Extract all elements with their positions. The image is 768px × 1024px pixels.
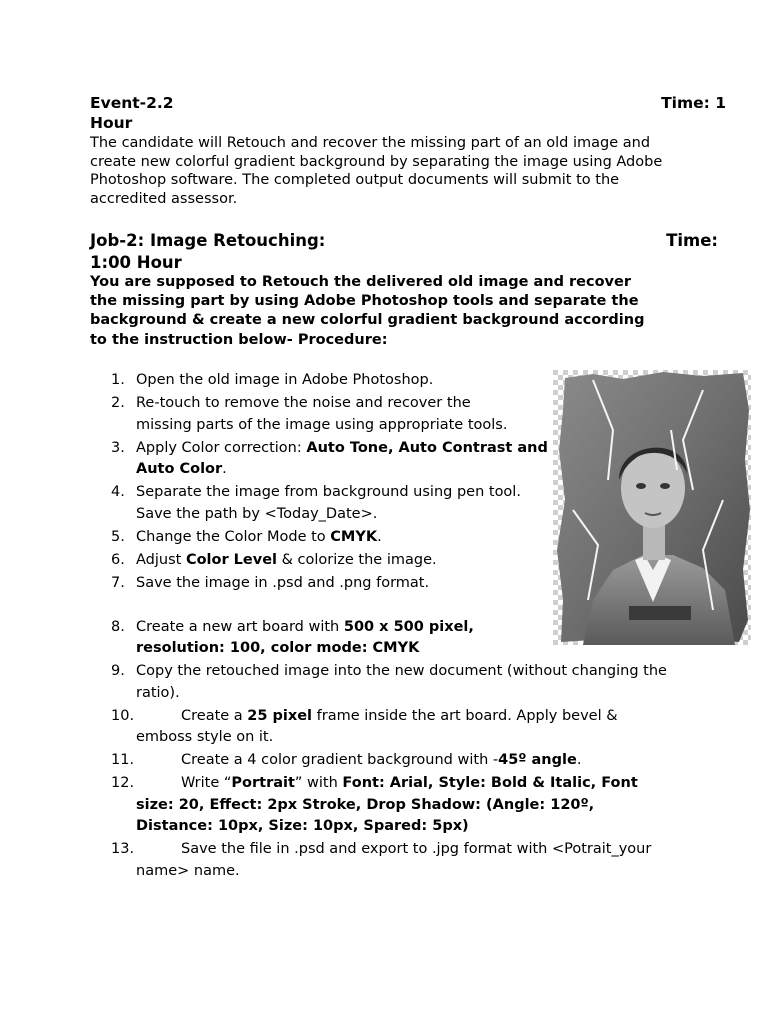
step-number: 6. [111, 551, 125, 568]
step-text: Save the file in .psd and export to .jpg format with <Potrait_your name> name. [136, 841, 652, 879]
step-number: 8. [111, 618, 125, 635]
procedure-step [90, 617, 536, 660]
step-text: Adjust Color Level & colorize the image. [136, 551, 437, 568]
step-text: Apply Color correction: Auto Tone, Auto Contrast and Auto Color. [136, 439, 548, 477]
step-text: Separate the image from background using pen tool. Save the path by <Today_Date>. [136, 484, 521, 522]
step-number: 1. [111, 372, 125, 388]
procedure-step [90, 550, 550, 572]
step-text: Create a new art board with 500 x 500 pixel, resolution: 100, color mode: CMYK [136, 618, 474, 656]
procedure-step [90, 706, 656, 749]
step-text: Create a 25 pixel frame inside the art board. Apply bevel & emboss style on it. [136, 707, 618, 745]
procedure-step [90, 661, 696, 704]
step-number: 2. [111, 395, 125, 411]
old-portrait-photo [553, 370, 751, 645]
procedure-step [90, 839, 696, 882]
step-number: 7. [111, 574, 125, 591]
step-text: Create a 4 color gradient background with -45º angle. [181, 752, 582, 768]
step-number: 4. [111, 484, 125, 500]
procedure-step [90, 527, 550, 549]
procedure-step [90, 438, 550, 481]
step-number: 3. [111, 439, 125, 456]
step-text: Re-touch to remove the noise and recover the missing parts of the image using appropriate tools. [136, 395, 508, 433]
procedure-step [90, 750, 696, 772]
step-text: Save the image in .psd and .png format. [136, 574, 430, 591]
job-title: Job-2: Image Retouching: [90, 231, 326, 250]
event-title: Event-2.2 [90, 94, 174, 112]
step-text: Open the old image in Adobe Photoshop. [136, 372, 434, 388]
procedure-step [90, 573, 550, 595]
step-number: 10. [111, 707, 135, 724]
job-time-label: Time: [666, 231, 718, 250]
step-text: Copy the retouched image into the new document (without changing the ratio). [136, 663, 667, 701]
step-text: Change the Color Mode to CMYK. [136, 528, 382, 545]
step-number: 13. [111, 841, 135, 857]
step-number: 5. [111, 528, 125, 545]
job-time-value: 1:00 Hour [90, 253, 182, 272]
step-text: Write “Portrait” with Font: Arial, Style: Bold & Italic, Font size: 20, Effect: 2px Stroke, Drop Shadow: (Angle: 120º, Distance: 10px, Size: 10px, Spared: 5px) [136, 775, 638, 834]
procedure-step [90, 370, 550, 392]
job-instructions: You are supposed to Retouch the delivered old image and recover the missing part by using Adobe Photoshop tools and separate the background & create a new colorful gradient background according to the instruction below- Procedure: [90, 274, 645, 348]
step-number: 11. [111, 752, 135, 768]
event-time: Time: 1 [661, 94, 726, 112]
procedure-step [90, 482, 550, 525]
procedure-step [90, 393, 526, 436]
event-time-unit: Hour [90, 114, 133, 132]
step-number: 9. [111, 663, 125, 679]
procedure-step [90, 773, 676, 838]
event-description: The candidate will Retouch and recover the missing part of an old image and create new colorful gradient background by separating the image using Adobe Photoshop software. The completed output documents will submit to the accredited assessor. [90, 135, 663, 207]
step-number: 12. [111, 775, 135, 791]
